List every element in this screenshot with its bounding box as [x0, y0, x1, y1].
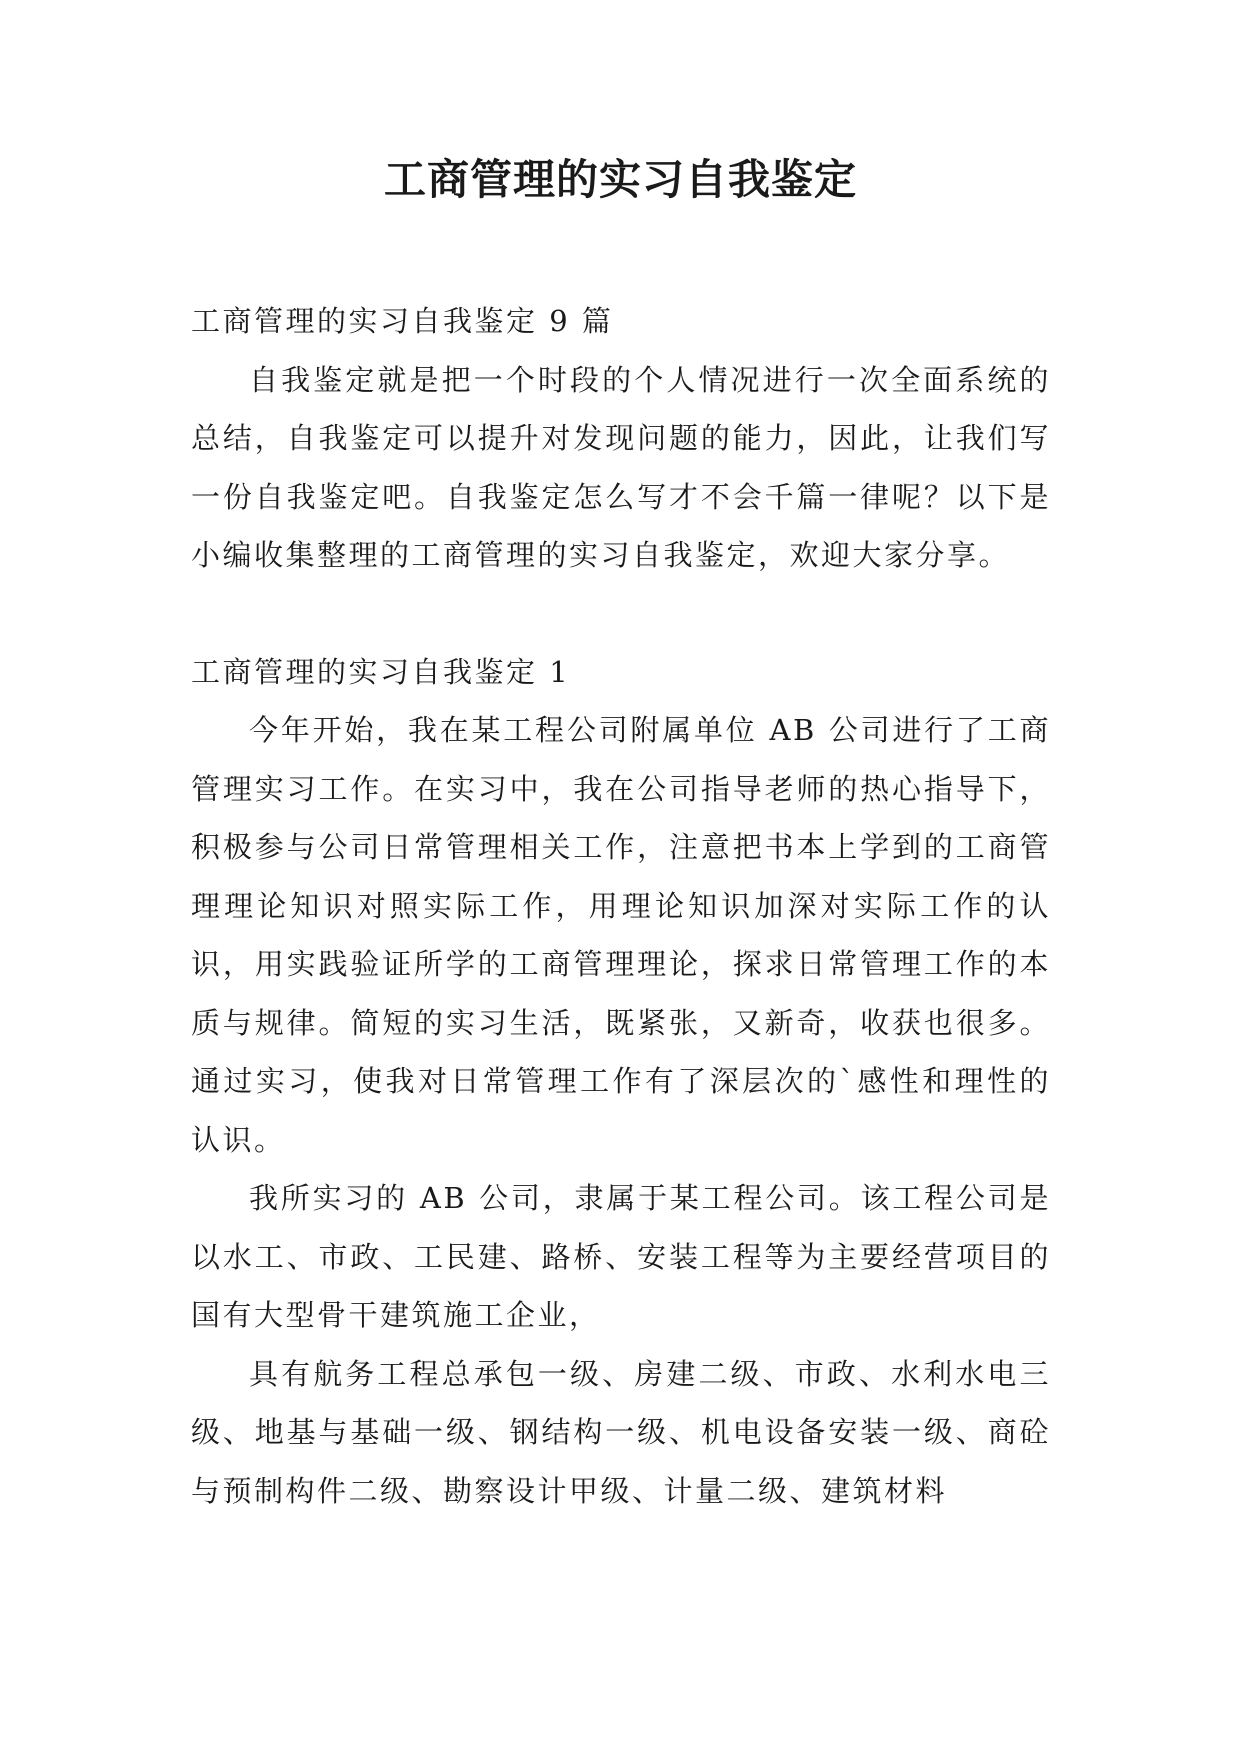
section-heading: 工商管理的实习自我鉴定 1 [191, 654, 571, 689]
body-paragraph: 我所实习的 AB 公司，隶属于某工程公司。该工程公司是以水工、市政、工民建、路桥、安装工程等为主要经营项目的国有大型骨干建筑施工企业， [191, 1181, 1051, 1332]
body-paragraph: 今年开始，我在某工程公司附属单位 AB 公司进行了工商管理实习工作。在实习中，我在公司指导老师的热心指导下，积极参与公司日常管理相关工作，注意把书本上学到的工商管理理论知识对照实际工作，用理论知识加深对实际工作的认识，用实践验证所学的工商管理理论，探求日常管理工作的本质与规律。简短的实习生活，既紧张，又新奇，收获也很多。通过实习，使我对日常管理工作有了深层次的`感性和理性的认识。 [191, 713, 1051, 1157]
document-subtitle: 工商管理的实习自我鉴定 9 篇 [191, 304, 614, 338]
document-body [191, 292, 1051, 1520]
body-paragraph: 具有航务工程总承包一级、房建二级、市政、水利水电三级、地基与基础一级、钢结构一级、机电设备安装一级、商砼与预制构件二级、勘察设计甲级、计量二级、建筑材料 [191, 1356, 1051, 1508]
intro-paragraph: 自我鉴定就是把一个时段的个人情况进行一次全面系统的总结，自我鉴定可以提升对发现问题的能力，因此，让我们写一份自我鉴定吧。自我鉴定怎么写才不会千篇一律呢？以下是小编收集整理的工商管理的实习自我鉴定，欢迎大家分享。 [191, 362, 1051, 572]
page-title: 工商管理的实习自我鉴定 [383, 155, 857, 204]
